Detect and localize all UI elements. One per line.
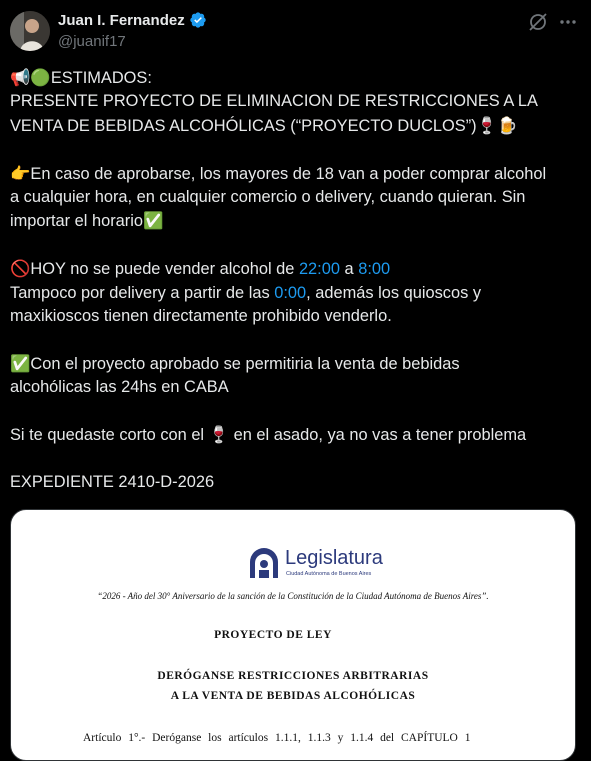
document-title: PROYECTO DE LEY: [214, 629, 332, 641]
post-line: ✅Con el proyecto aprobado se permitiria la venta de bebidas: [10, 353, 460, 373]
post-line: 🚫HOY no se puede vender alcohol de 22:00 a 8:00: [10, 259, 391, 279]
document-heading: DERÓGANSE RESTRICCIONES ARBITRARIAS: [157, 670, 429, 682]
time-link[interactable]: 22:00: [298, 260, 340, 279]
logo-title: Legislatura: [285, 547, 383, 569]
post-line: importar el horario✅: [10, 211, 164, 231]
wine-beer-emoji: 🍷🍺: [476, 115, 518, 135]
verified-badge-icon: [189, 11, 207, 29]
post-line: maxikioscos tienen directamente prohibido venderlo.: [10, 307, 392, 326]
grok-icon: [526, 10, 550, 34]
megaphone-emoji: 📢🟢: [10, 68, 51, 87]
wine-emoji: 🍷: [208, 425, 230, 445]
post-text: [10, 66, 582, 494]
post-line: PRESENTE PROYECTO DE ELIMINACION DE RESTRICCIONES A LA: [10, 92, 538, 111]
document-heading: A LA VENTA DE BEBIDAS ALCOHÓLICAS: [170, 690, 416, 702]
author-name-row[interactable]: [58, 11, 207, 29]
prohibited-emoji: 🚫: [10, 259, 31, 279]
legislatura-logo-icon: [247, 544, 281, 580]
post-line: Si te quedaste corto con el 🍷 en el asado, ya no vas a tener problema: [10, 425, 527, 445]
more-icon: [556, 10, 580, 34]
avatar-photo: [10, 11, 50, 51]
author-display-name[interactable]: Juan I. Fernandez: [58, 11, 185, 29]
check-emoji: ✅: [143, 211, 164, 231]
time-link[interactable]: 0:00: [274, 283, 307, 302]
post-line: 👉En caso de aprobarse, los mayores de 18 van a poder comprar alcohol: [10, 163, 547, 183]
more-options-button[interactable]: [556, 10, 580, 34]
post-header: [0, 0, 591, 62]
document-motto: “2026 - Año del 30° Aniversario de la sanción de la Constitución de la Ciudad Autónoma de Buenos Aires”.: [97, 591, 489, 601]
post-line: EXPEDIENTE 2410-D-2026: [10, 472, 215, 491]
avatar[interactable]: [10, 11, 50, 51]
time-link[interactable]: 8:00: [358, 260, 391, 279]
logo-subtitle: Ciudad Autónoma de Buenos Aires: [286, 571, 372, 577]
post-line: alcohólicas las 24hs en CABA: [10, 378, 229, 397]
author-handle[interactable]: @juanif17: [58, 33, 126, 50]
post-line: 📢🟢ESTIMADOS:: [10, 68, 152, 87]
post-line: Tampoco por delivery a partir de las 0:00, además los quioscos y: [10, 283, 482, 302]
attached-document-image[interactable]: [10, 509, 576, 761]
grok-button[interactable]: [526, 10, 550, 34]
document-page: [11, 510, 575, 760]
post-line: VENTA DE BEBIDAS ALCOHÓLICAS (“PROYECTO DUCLOS”)🍷🍺: [10, 115, 518, 135]
document-article: Artículo 1°.- Deróganse los artículos 1.1.1, 1.1.3 y 1.1.4 del CAPÍTULO 1: [83, 732, 471, 744]
pointing-hand-emoji: 👉: [10, 163, 31, 183]
check-emoji: ✅: [10, 353, 31, 373]
post-line: a cualquier hora, en cualquier comercio o delivery, cuando quieran. Sin: [10, 188, 526, 207]
